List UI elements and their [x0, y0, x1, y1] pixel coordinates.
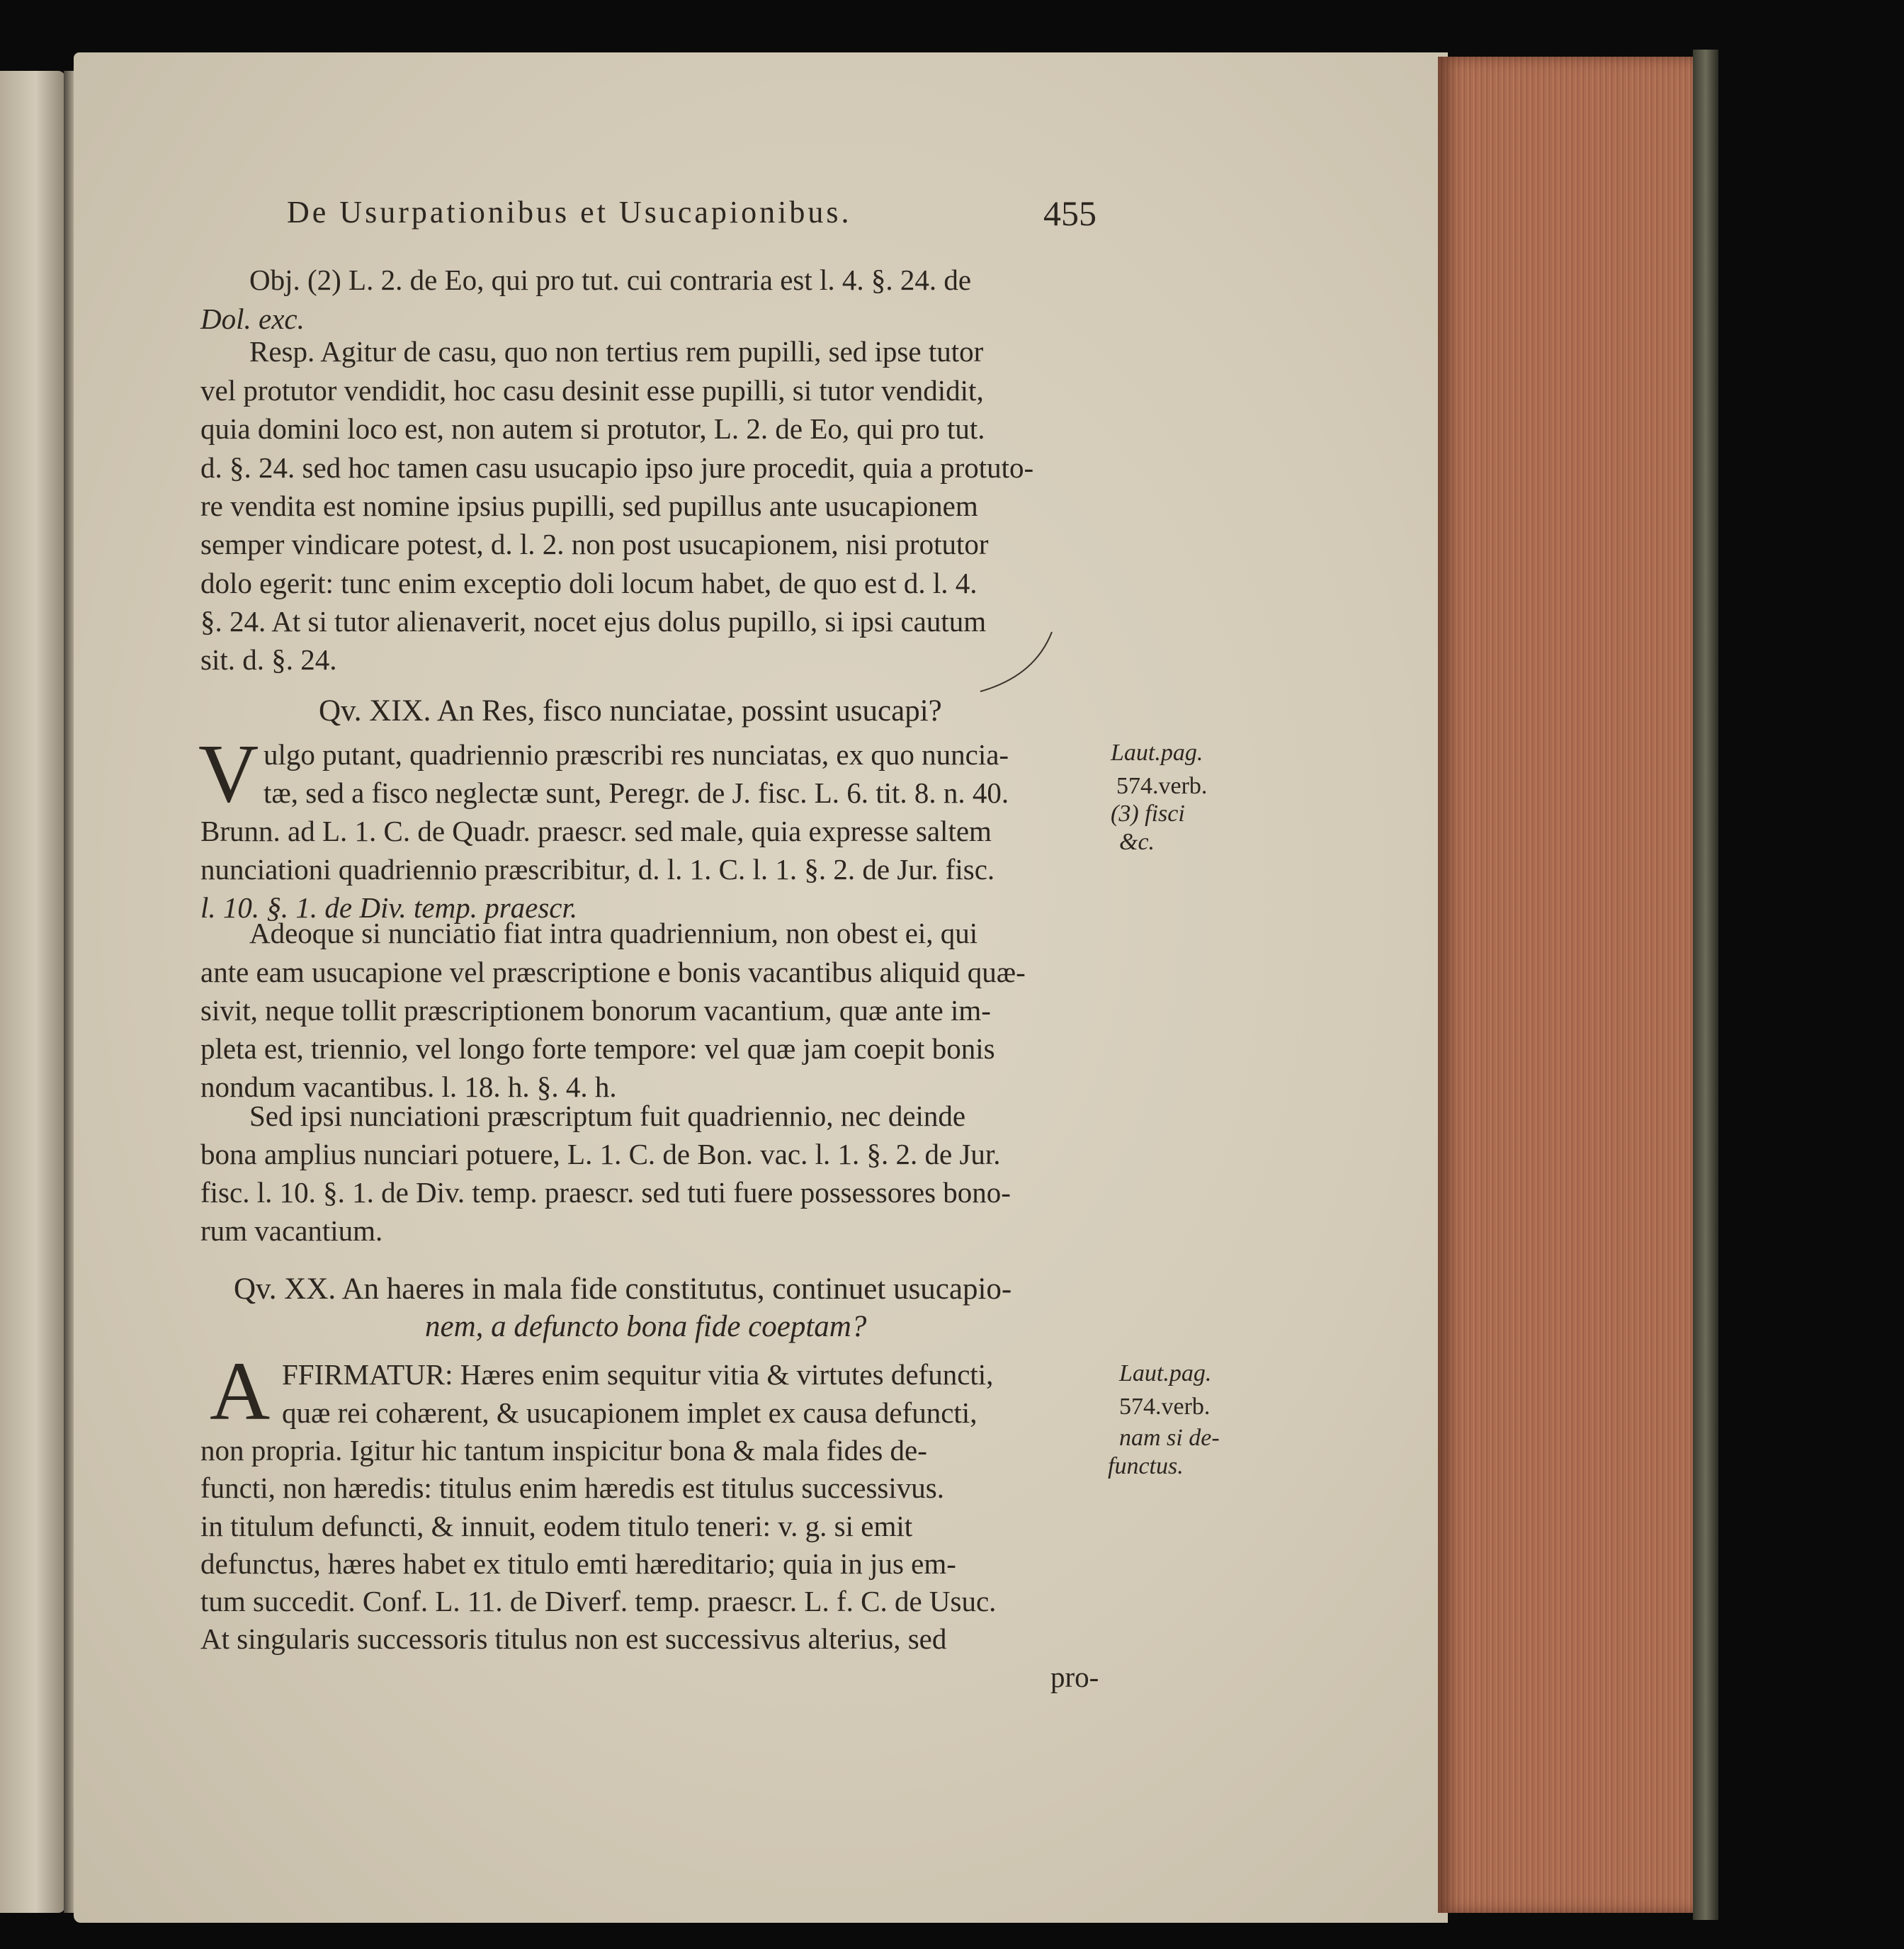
question-heading: Qv. XX. An haeres in mala fide constitutus, continuet usucapio-: [234, 1272, 1012, 1306]
text-line: d. §. 24. sed hoc tamen casu usucapio ipso jure procedit, quia a protuto-: [200, 451, 1034, 484]
catchword: pro-: [1050, 1661, 1099, 1693]
text-line: dolo egerit: tunc enim exceptio doli locum habet, de quo est d. l. 4.: [200, 567, 978, 599]
text-line: ulgo putant, quadriennio præscribi res nunciatas, ex quo nuncia-: [264, 738, 1009, 771]
margin-note: &c.: [1119, 829, 1155, 855]
text-line: sivit, neque tollit præscriptionem bonorum vacantium, quæ ante im-: [200, 994, 991, 1027]
text-line: quæ rei cohærent, & usucapionem implet ex causa defuncti,: [282, 1396, 978, 1429]
text-line: defunctus, hæres habet ex titulo emti hæreditario; quia in jus em-: [200, 1547, 956, 1580]
text-line: rum vacantium.: [200, 1214, 383, 1247]
margin-note: functus.: [1108, 1453, 1184, 1479]
margin-note: 574.verb.: [1119, 1394, 1211, 1420]
text-line: Adeoque si nunciatio fiat intra quadriennium, non obest ei, qui: [249, 917, 978, 949]
page-fore-edge: [1438, 57, 1694, 1913]
drop-cap: A: [210, 1345, 271, 1437]
pen-mark: [978, 631, 1055, 694]
left-page-edge: [0, 71, 65, 1913]
margin-note: Laut.pag.: [1111, 740, 1203, 766]
text-line: vel protutor vendidit, hoc casu desinit esse pupilli, si tutor vendidit,: [200, 374, 984, 407]
margin-note: nam si de-: [1119, 1425, 1220, 1451]
text-line: Sed ipsi nunciationi præscriptum fuit quadriennio, nec deinde: [249, 1100, 966, 1132]
text-line: §. 24. At si tutor alienaverit, nocet ejus dolus pupillo, si ipsi cautum: [200, 605, 987, 638]
book-cover-edge: [1693, 50, 1718, 1920]
drop-cap: V: [198, 727, 259, 820]
text-line: nondum vacantibus. l. 18. h. §. 4. h.: [200, 1070, 617, 1103]
question-heading: nem, a defuncto bona fide coeptam?: [425, 1310, 867, 1343]
text-line: in titulum defuncti, & innuit, eodem titulo teneri: v. g. si emit: [200, 1510, 913, 1542]
text-line: fisc. l. 10. §. 1. de Div. temp. praescr. sed tuti fuere possessores bono-: [200, 1176, 1011, 1209]
page-number: 455: [1043, 193, 1096, 233]
text-line: Obj. (2) L. 2. de Eo, qui pro tut. cui contraria est l. 4. §. 24. de: [249, 264, 972, 296]
text-line: Resp. Agitur de casu, quo non tertius rem pupilli, sed ipse tutor: [249, 335, 984, 368]
text-line: Brunn. ad L. 1. C. de Quadr. praescr. sed male, quia expresse saltem: [200, 815, 992, 847]
text-line: quia domini loco est, non autem si protutor, L. 2. de Eo, qui pro tut.: [200, 412, 985, 445]
text-line: ante eam usucapione vel præscriptione e bonis vacantibus aliquid quæ-: [200, 956, 1026, 988]
text-line: non propria. Igitur hic tantum inspicitur bona & mala fides de-: [200, 1434, 927, 1467]
text-line: pleta est, triennio, vel longo forte tempore: vel quæ jam coepit bonis: [200, 1032, 995, 1065]
text-line: l. 10. §. 1. de Div. temp. praescr.: [200, 891, 578, 924]
text-line: sit. d. §. 24.: [200, 643, 337, 676]
margin-note: 574.verb.: [1116, 773, 1208, 799]
text-line: bona amplius nunciari potuere, L. 1. C. de Bon. vac. l. 1. §. 2. de Jur.: [200, 1138, 1001, 1170]
text-line: re vendita est nomine ipsius pupilli, sed pupillus ante usucapionem: [200, 490, 978, 522]
question-heading: Qv. XIX. An Res, fisco nunciatae, possint usucapi?: [319, 694, 942, 728]
text-line: functi, non hæredis: titulus enim hæredis est titulus successivus.: [200, 1471, 944, 1504]
margin-note: (3) fisci: [1111, 801, 1185, 827]
text-line: Dol. exc.: [200, 303, 305, 335]
margin-note: Laut.pag.: [1119, 1360, 1212, 1386]
text-line: nunciationi quadriennio præscribitur, d. l. 1. C. l. 1. §. 2. de Jur. fisc.: [200, 853, 995, 886]
text-line: semper vindicare potest, d. l. 2. non post usucapionem, nisi protutor: [200, 528, 989, 560]
text-line: tum succedit. Conf. L. 11. de Diverf. temp. praescr. L. f. C. de Usuc.: [200, 1585, 997, 1617]
text-line: At singularis successoris titulus non est successivus alterius, sed: [200, 1622, 947, 1655]
text-line: tæ, sed a fisco neglectæ sunt, Peregr. de J. fisc. L. 6. tit. 8. n. 40.: [264, 776, 1009, 809]
text-line: FFIRMATUR: Hæres enim sequitur vitia & virtutes defuncti,: [282, 1358, 994, 1391]
running-header: De Usurpationibus et Usucapionibus.: [287, 195, 852, 230]
